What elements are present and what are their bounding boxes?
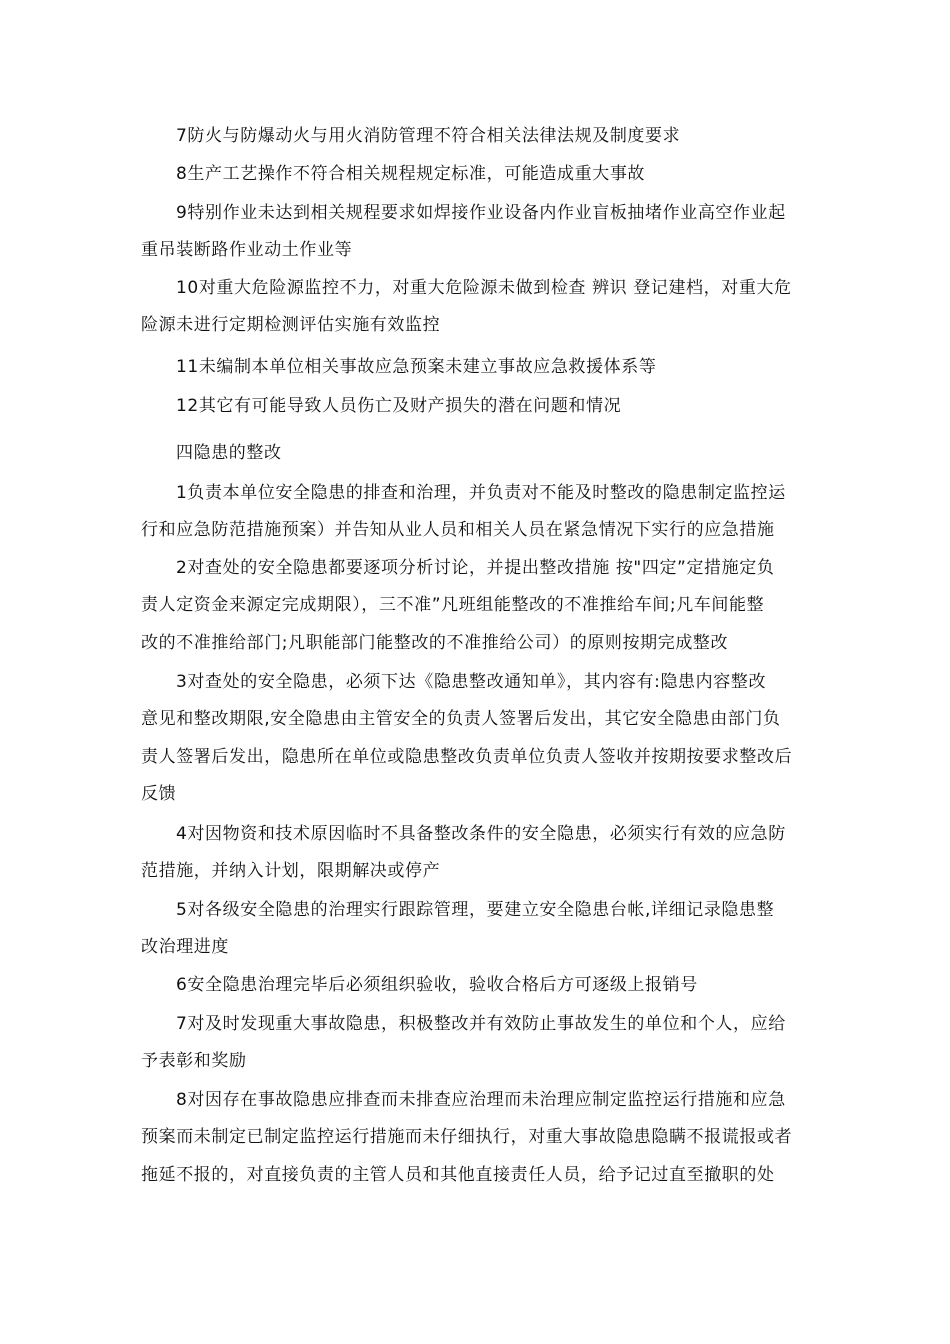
rectification-item-8-line-3: 拖延不报的，对直接负责的主管人员和其他直接责任人员，给予记过直至撤职的处 [141, 1165, 775, 1185]
rectification-item-5-line-1: 5对各级安全隐患的治理实行跟踪管理，要建立安全隐患台帐,详细记录隐患整 [176, 900, 775, 920]
section-heading: 四隐患的整改 [176, 443, 282, 463]
rectification-item-3-line-1: 3对查处的安全隐患，必须下达《隐患整改通知单》，其内容有:隐患内容整改 [176, 672, 767, 692]
rectification-item-6: 6安全隐患治理完毕后必须组织验收，验收合格后方可逐级上报销号 [176, 975, 698, 995]
rectification-item-3-line-4: 反馈 [141, 784, 177, 804]
hazard-item-9-line-2: 重吊装断路作业动土作业等 [141, 240, 353, 260]
rectification-item-8-line-2: 预案而未制定已制定监控运行措施而未仔细执行，对重大事故隐患隐瞒不报谎报或者 [141, 1127, 793, 1147]
hazard-item-9-line-1: 9特别作业未达到相关规程要求如焊接作业设备内作业盲板抽堵作业高空作业起 [176, 203, 786, 223]
hazard-item-8: 8生产工艺操作不符合相关规程规定标准，可能造成重大事故 [176, 164, 646, 184]
rectification-item-1-line-2: 行和应急防范措施预案）并告知从业人员和相关人员在紧急情况下实行的应急措施 [141, 520, 775, 540]
rectification-item-2-line-1: 2对查处的安全隐患都要逐项分析讨论，并提出整改措施 按"四定”定措施定负 [176, 558, 775, 578]
rectification-item-4-line-2: 范措施，并纳入计划，限期解决或停产 [141, 861, 441, 881]
rectification-item-7-line-1: 7对及时发现重大事故隐患，积极整改并有效防止事故发生的单位和个人，应给 [176, 1014, 786, 1034]
rectification-item-1-line-1: 1负责本单位安全隐患的排查和治理，并负责对不能及时整改的隐患制定监控运 [176, 483, 786, 503]
rectification-item-3-line-2: 意见和整改期限,安全隐患由主管安全的负责人签署后发出，其它安全隐患由部门负 [141, 709, 781, 729]
rectification-item-2-line-2: 责人定资金来源定完成期限），三不准”凡班组能整改的不准推给车间;凡车间能整 [141, 595, 765, 615]
hazard-item-12: 12其它有可能导致人员伤亡及财产损失的潜在问题和情况 [176, 396, 622, 416]
rectification-item-4-line-1: 4对因物资和技术原因临时不具备整改条件的安全隐患，必须实行有效的应急防 [176, 824, 786, 844]
rectification-item-2-line-3: 改的不准推给部门;凡职能部门能整改的不准推给公司）的原则按期完成整改 [141, 633, 729, 653]
hazard-item-7: 7防火与防爆动火与用火消防管理不符合相关法律法规及制度要求 [176, 126, 681, 146]
rectification-item-5-line-2: 改治理进度 [141, 937, 229, 957]
hazard-item-10-line-1: 10对重大危险源监控不力，对重大危险源未做到检查 辨识 登记建档，对重大危 [176, 278, 792, 298]
rectification-item-3-line-3: 责人签署后发出，隐患所在单位或隐患整改负责单位负责人签收并按期按要求整改后 [141, 747, 793, 767]
hazard-item-10-line-2: 险源未进行定期检测评估实施有效监控 [141, 315, 441, 335]
rectification-item-8-line-1: 8对因存在事故隐患应排查而未排查应治理而未治理应制定监控运行措施和应急 [176, 1090, 786, 1110]
hazard-item-11: 11未编制本单位相关事故应急预案未建立事故应急救援体系等 [176, 357, 657, 377]
rectification-item-7-line-2: 予表彰和奖励 [141, 1051, 247, 1071]
